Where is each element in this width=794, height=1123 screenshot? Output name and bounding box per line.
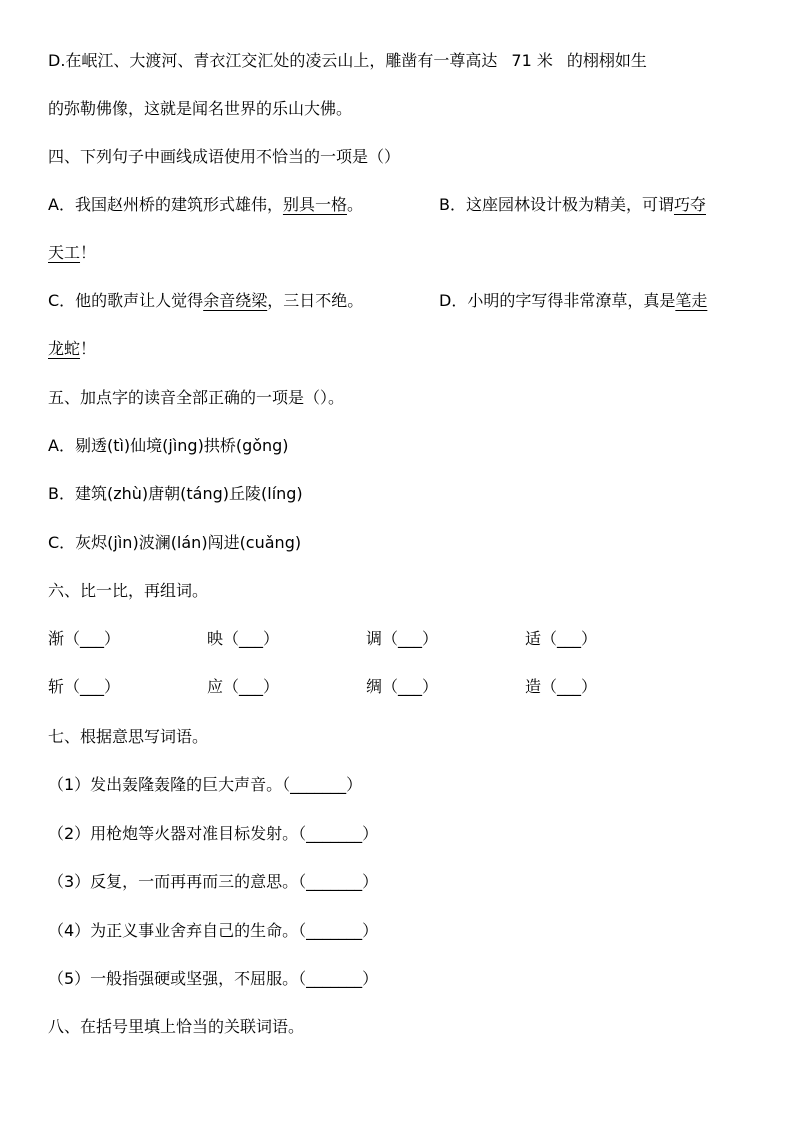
q7-item-5: （5）一般指强硬或坚强，不屈服。（_______） [48,969,379,988]
q4-option-c-text: C．他的歌声让人觉得 [48,291,204,310]
q4-options-cd-line1 [48,289,708,313]
q3-option-d-text-b: 的栩栩如生 [566,51,647,70]
q4-options-ab-line1 [48,193,706,217]
q7-title: 七、根据意思写词语。 [48,727,209,746]
q6-word-blank: 绸（___） [366,677,439,696]
q4-option-d-end: ！ [80,339,97,358]
q7-item-3: （3）反复，一而再再而三的意思。（_______） [48,872,379,891]
q4-option-b-line2 [48,241,96,265]
q4-option-a-end: 。 [346,195,363,214]
q4-option-c-idiom: 余音绕梁 [203,291,268,310]
q8-title: 八、在括号里填上恰当的关联词语。 [48,1017,305,1036]
q5-option-c: C．灰烬(jìn)波澜(lán)闯进(cuǎng) [48,533,302,552]
q4-option-d-text: D．小明的字写得非常潦草，真是 [439,291,676,310]
q6-word-blank: 适（___） [525,629,598,648]
q4-option-d [439,289,707,313]
q4-option-a-idiom: 别具一格 [282,195,347,214]
q4-option-d-line2 [48,337,96,361]
q6-title: 六、比一比，再组词。 [48,581,209,600]
q4-option-d-idiom-part2: 龙蛇 [48,339,81,358]
q4-option-b [439,193,706,217]
q7-item-4: （4）为正义事业舍弃自己的生命。（_______） [48,921,379,940]
q4-option-b-end: ！ [80,243,97,262]
q6-word-blank: 斩（___） [48,677,121,696]
q4-option-b-text: B．这座园林设计极为精美，可谓 [439,195,674,214]
q6-word-blank: 应（___） [207,677,280,696]
q7-item-1: （1）发出轰隆轰隆的巨大声音。（_______） [48,775,363,794]
q6-word-blank: 调（___） [366,629,439,648]
q3-option-d-line2: 的弥勒佛像，这就是闻名世界的乐山大佛。 [48,99,353,118]
q4-option-c-end: ，三日不绝。 [267,291,364,310]
q4-option-a-text: A．我国赵州桥的建筑形式雄伟， [48,195,283,214]
q5-option-a: A．剔透(tì)仙境(jìng)拱桥(gǒng) [48,436,289,455]
q4-option-b-idiom-part2: 天工 [48,243,81,262]
q6-word-blank: 映（___） [207,629,280,648]
q4-option-d-idiom-part1: 笔走 [675,291,708,310]
q3-option-d-number: 71 米 [511,51,553,70]
q6-row-1 [48,627,758,651]
q6-word-blank: 造（___） [525,677,598,696]
q5-title: 五、加点字的读音全部正确的一项是（）。 [48,388,345,407]
q4-option-b-idiom-part1: 巧夺 [673,195,706,214]
q3-option-d-line1 [48,49,647,73]
q4-title: 四、下列句子中画线成语使用不恰当的一项是（） [48,147,401,166]
q5-option-b: B．建筑(zhù)唐朝(táng)丘陵(líng) [48,484,303,503]
q7-item-2: （2）用枪炮等火器对准目标发射。（_______） [48,824,379,843]
q3-option-d-text-a: D.在岷江、大渡河、青衣江交汇处的凌云山上，雕凿有一尊高达 [48,51,498,70]
q6-word-blank: 渐（___） [48,629,121,648]
document-page [48,0,758,1123]
q6-row-2 [48,675,758,699]
